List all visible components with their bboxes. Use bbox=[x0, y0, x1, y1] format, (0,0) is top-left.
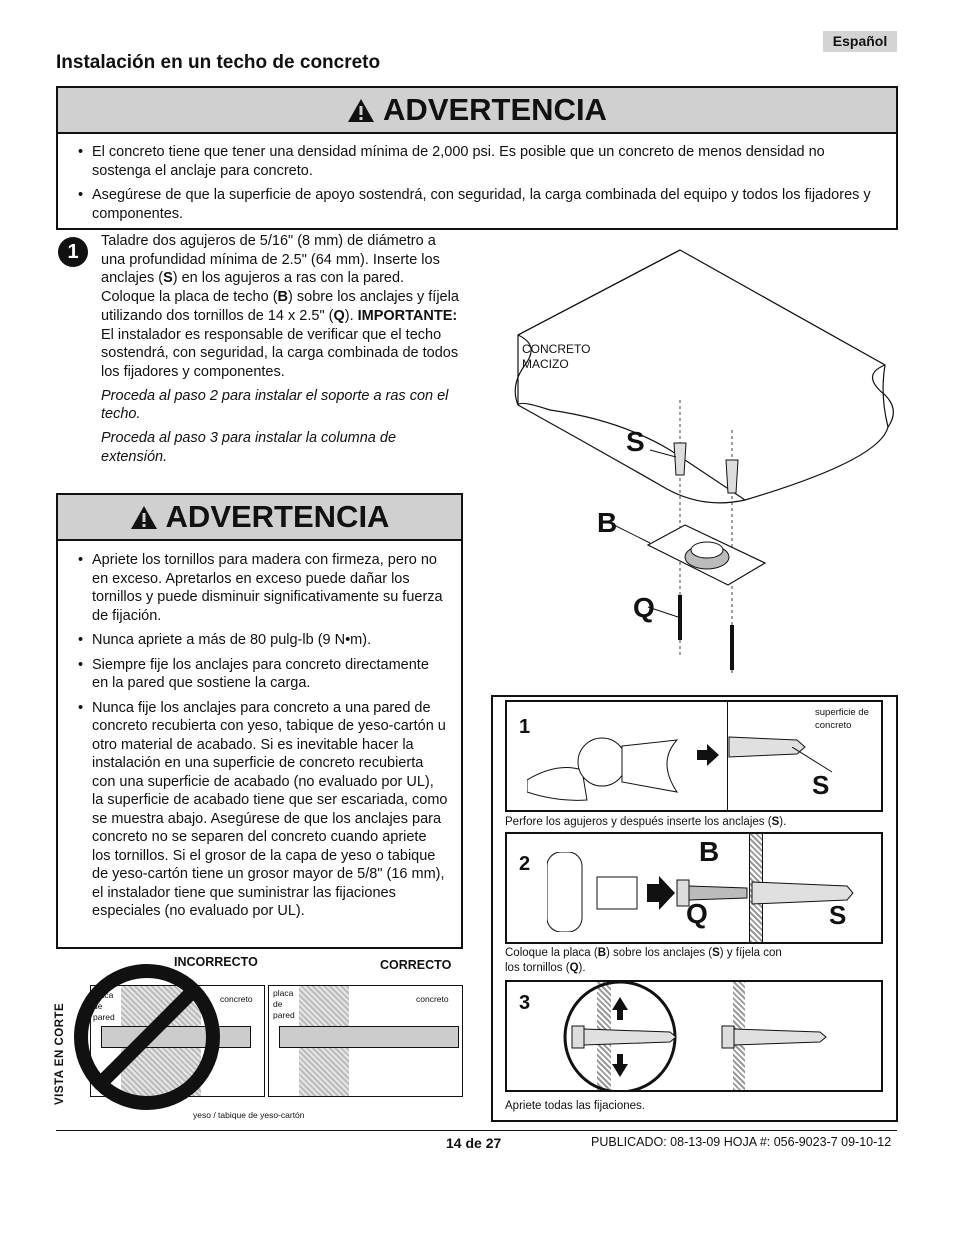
anchor-label-s: S bbox=[829, 900, 847, 930]
warning-box-middle bbox=[56, 493, 463, 949]
footer-divider bbox=[56, 1130, 897, 1131]
warning-box-top bbox=[56, 86, 898, 230]
warning-list bbox=[58, 134, 896, 223]
panel-caption: Apriete todas las fijaciones. bbox=[505, 1100, 645, 1112]
warning-icon bbox=[130, 505, 158, 530]
concrete-label: concreto bbox=[220, 994, 253, 1004]
panel-number: 2 bbox=[519, 853, 531, 875]
plate-label-b: B bbox=[597, 507, 618, 538]
hammer-drawing bbox=[527, 722, 727, 802]
warning-list bbox=[58, 541, 461, 921]
warning-title: ADVERTENCIA bbox=[383, 92, 607, 127]
tightened-anchor-drawing bbox=[562, 982, 852, 1092]
step-1-note: Proceda al paso 3 para instalar la columna de extensión. bbox=[101, 430, 397, 465]
wall-plate-label: placa de pared bbox=[93, 990, 115, 1022]
warning-item: • Nunca fije los anclajes para concreto a una pared de concreto recubierta con yeso, tabique de yeso-cartón u otro material de acabado. Si es inevitable hacer la instalación en una superficie de concreto recubierta con una superficie de acabado (no evaluado por UL), la superficie de acabado tiene que ser escariada, como se muestra abajo. Asegúrese de que los anclajes para concreto no se separen del concreto cuando apriete los tornillos. Si el grosor de la capa de yeso o tabique de yeso-cartón tiene un grosor mayor de 5/8" (16 mm), el instalador tiene que suministrar las fijaciones especiales (no evaluado por UL). bbox=[68, 699, 449, 921]
anchor-label-s: S bbox=[812, 770, 830, 800]
publication-info: PUBLICADO: 08-13-09 HOJA #: 056-9023-7 09-10-12 bbox=[591, 1135, 892, 1149]
incorrect-label: INCORRECTO bbox=[174, 955, 258, 969]
warning-icon bbox=[347, 98, 375, 123]
section-view-label: VISTA EN CORTE bbox=[54, 1002, 66, 1105]
screw-label-q: Q bbox=[686, 898, 708, 929]
anchor-label-s: S bbox=[626, 426, 645, 457]
wall-plate-label: placa de pared bbox=[273, 988, 295, 1020]
panel-caption: Coloque la placa (B) sobre los anclajes (S) y fíjela con los tornillos (Q). bbox=[505, 947, 782, 974]
ceiling-installation-diagram bbox=[500, 245, 900, 685]
step-1-note: Proceda al paso 2 para instalar el soporte a ras con el techo. bbox=[101, 387, 449, 423]
panel-number: 3 bbox=[519, 992, 531, 1014]
language-tab: Español bbox=[823, 31, 897, 52]
panel-caption: Perfore los agujeros y después inserte los anclajes (S). bbox=[505, 816, 787, 828]
screw-label-q: Q bbox=[633, 592, 655, 623]
warning-title: ADVERTENCIA bbox=[165, 499, 390, 534]
warning-header bbox=[58, 88, 896, 134]
concrete-label: concreto bbox=[416, 994, 449, 1004]
concrete-surface-label: superficie de concreto bbox=[815, 707, 869, 731]
drywall-label: yeso / tabique de yeso-cartón bbox=[193, 1110, 305, 1120]
warning-item: • Asegúrese de que la superficie de apoyo sostendrá, con seguridad, la carga combinada del equipo y todos los fijadores y componentes. bbox=[68, 186, 882, 223]
warning-item: • Apriete los tornillos para madera con firmeza, pero no en exceso. Apretarlos en exceso puede dañar los tornillos y puede disminuir significativamente su fuerza de fijación. bbox=[68, 551, 449, 625]
warning-item: • Nunca apriete a más de 80 pulg-lb (9 N•m). bbox=[68, 631, 449, 650]
solid-concrete-label: CONCRETO MACIZO bbox=[522, 342, 591, 371]
warning-item: • Siempre fije los anclajes para concreto directamente en la pared que sostiene la carga. bbox=[68, 656, 449, 693]
install-panel-3 bbox=[505, 980, 883, 1092]
step-number-badge: 1 bbox=[58, 237, 88, 267]
plate-label-b: B bbox=[699, 836, 720, 867]
prohibited-icon bbox=[72, 962, 222, 1112]
panel-number: 1 bbox=[519, 716, 531, 738]
step-1-text bbox=[101, 232, 461, 471]
step-1-instructions: Taladre dos agujeros de 5/16" (8 mm) de diámetro a una profundidad mínima de 2.5" (64 mm). Inserte los anclajes (S) en los agujeros a ras con la pared. Coloque la placa de techo (B) sobre los anclajes y fíjela utilizando dos tornillos de 14 x 2.5" (Q). IMPORTANTE: El instalador es responsable de verificar que el techo sostendrá, con seguridad, la carga combinada de todos los fijadores y componentes. bbox=[101, 233, 459, 380]
correct-label: CORRECTO bbox=[380, 958, 452, 972]
warning-header bbox=[58, 495, 461, 541]
page-number: 14 de 27 bbox=[446, 1135, 502, 1151]
section-title: Instalación en un techo de concreto bbox=[56, 52, 381, 73]
warning-item: • El concreto tiene que tener una densidad mínima de 2,000 psi. Es posible que un concreto de menos densidad no sostenga el anclaje para concreto. bbox=[68, 143, 882, 180]
